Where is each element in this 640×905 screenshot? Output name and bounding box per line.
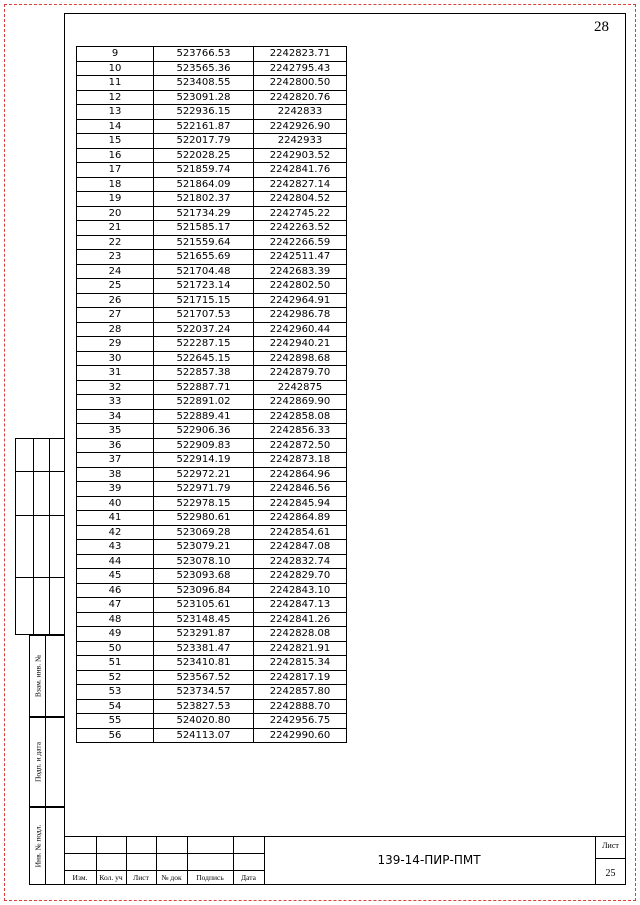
x-coordinate-cell: 522287.15 [154, 337, 254, 352]
y-coordinate-cell: 2242829.70 [254, 569, 347, 584]
y-coordinate-cell: 2242933 [254, 134, 347, 149]
point-number-cell: 25 [77, 279, 154, 294]
y-coordinate-cell: 2242847.08 [254, 540, 347, 555]
point-number-cell: 42 [77, 525, 154, 540]
y-coordinate-cell: 2242864.96 [254, 467, 347, 482]
point-number-cell: 13 [77, 105, 154, 120]
table-row [77, 322, 347, 337]
point-number-cell: 14 [77, 119, 154, 134]
y-coordinate-cell: 2242828.08 [254, 627, 347, 642]
point-number-cell: 15 [77, 134, 154, 149]
y-coordinate-cell: 2242800.50 [254, 76, 347, 91]
y-coordinate-cell: 2242821.91 [254, 641, 347, 656]
side-label-inv: Инв. № подл. [33, 824, 42, 868]
y-coordinate-cell: 2242795.43 [254, 61, 347, 76]
x-coordinate-cell: 521723.14 [154, 279, 254, 294]
x-coordinate-cell: 522017.79 [154, 134, 254, 149]
y-coordinate-cell: 2242815.34 [254, 656, 347, 671]
x-coordinate-cell: 522889.41 [154, 409, 254, 424]
point-number-cell: 16 [77, 148, 154, 163]
y-coordinate-cell: 2242940.21 [254, 337, 347, 352]
point-number-cell: 10 [77, 61, 154, 76]
y-coordinate-cell: 2242856.33 [254, 424, 347, 439]
point-number-cell: 40 [77, 496, 154, 511]
x-coordinate-cell: 523766.53 [154, 47, 254, 62]
y-coordinate-cell: 2242845.94 [254, 496, 347, 511]
x-coordinate-cell: 521585.17 [154, 221, 254, 236]
table-row [77, 293, 347, 308]
x-coordinate-cell: 522028.25 [154, 148, 254, 163]
table-row [77, 163, 347, 178]
table-row [77, 105, 347, 120]
table-row [77, 250, 347, 265]
y-coordinate-cell: 2242986.78 [254, 308, 347, 323]
point-number-cell: 22 [77, 235, 154, 250]
x-coordinate-cell: 521559.64 [154, 235, 254, 250]
stamp-caption-kol-uch: Кол. уч [99, 873, 123, 882]
table-row [77, 61, 347, 76]
point-number-cell: 55 [77, 714, 154, 729]
document-code: 139-14-ПИР-ПМТ [377, 853, 481, 867]
x-coordinate-cell: 521802.37 [154, 192, 254, 207]
table-row [77, 192, 347, 207]
table-row [77, 134, 347, 149]
x-coordinate-cell: 522978.15 [154, 496, 254, 511]
x-coordinate-cell: 523734.57 [154, 685, 254, 700]
table-row [77, 482, 347, 497]
x-coordinate-cell: 523105.61 [154, 598, 254, 613]
coordinates-table [76, 46, 347, 743]
stamp-line [64, 853, 264, 854]
y-coordinate-cell: 2242820.76 [254, 90, 347, 105]
table-row [77, 380, 347, 395]
point-number-cell: 33 [77, 395, 154, 410]
stamp-caption-list: Лист [133, 873, 149, 882]
side-label-vzam: Взам. инв. № [33, 654, 42, 698]
x-coordinate-cell: 522906.36 [154, 424, 254, 439]
table-row [77, 206, 347, 221]
point-number-cell: 11 [77, 76, 154, 91]
sheet-label: Лист [602, 841, 619, 850]
point-number-cell: 35 [77, 424, 154, 439]
y-coordinate-cell: 2242832.74 [254, 554, 347, 569]
y-coordinate-cell: 2242872.50 [254, 438, 347, 453]
x-coordinate-cell: 523408.55 [154, 76, 254, 91]
point-number-cell: 36 [77, 438, 154, 453]
table-row [77, 670, 347, 685]
point-number-cell: 41 [77, 511, 154, 526]
y-coordinate-cell: 2242869.90 [254, 395, 347, 410]
table-row [77, 467, 347, 482]
y-coordinate-cell: 2242266.59 [254, 235, 347, 250]
x-coordinate-cell: 521715.15 [154, 293, 254, 308]
table-row [77, 728, 347, 743]
point-number-cell: 9 [77, 47, 154, 62]
x-coordinate-cell: 521704.48 [154, 264, 254, 279]
table-row [77, 714, 347, 729]
side-grid-hline [16, 577, 64, 578]
y-coordinate-cell: 2242833 [254, 105, 347, 120]
table-row [77, 583, 347, 598]
table-row [77, 351, 347, 366]
x-coordinate-cell: 524113.07 [154, 728, 254, 743]
table-row [77, 279, 347, 294]
table-row [77, 554, 347, 569]
table-row [77, 496, 347, 511]
page-number: 28 [594, 19, 609, 35]
point-number-cell: 28 [77, 322, 154, 337]
point-number-cell: 53 [77, 685, 154, 700]
x-coordinate-cell: 523078.10 [154, 554, 254, 569]
point-number-cell: 46 [77, 583, 154, 598]
point-number-cell: 30 [77, 351, 154, 366]
point-number-cell: 34 [77, 409, 154, 424]
y-coordinate-cell: 2242843.10 [254, 583, 347, 598]
x-coordinate-cell: 521734.29 [154, 206, 254, 221]
side-field-inv [29, 807, 64, 885]
side-grid-vline [33, 439, 34, 634]
y-coordinate-cell: 2242888.70 [254, 699, 347, 714]
y-coordinate-cell: 2242817.19 [254, 670, 347, 685]
table-row [77, 47, 347, 62]
point-number-cell: 43 [77, 540, 154, 555]
x-coordinate-cell: 523567.52 [154, 670, 254, 685]
y-coordinate-cell: 2242263.52 [254, 221, 347, 236]
y-coordinate-cell: 2242804.52 [254, 192, 347, 207]
y-coordinate-cell: 2242847.13 [254, 598, 347, 613]
point-number-cell: 45 [77, 569, 154, 584]
table-row [77, 337, 347, 352]
point-number-cell: 39 [77, 482, 154, 497]
table-row [77, 627, 347, 642]
x-coordinate-cell: 523069.28 [154, 525, 254, 540]
x-coordinate-cell: 523291.87 [154, 627, 254, 642]
x-coordinate-cell: 523096.84 [154, 583, 254, 598]
x-coordinate-cell: 523091.28 [154, 90, 254, 105]
x-coordinate-cell: 524020.80 [154, 714, 254, 729]
x-coordinate-cell: 522161.87 [154, 119, 254, 134]
point-number-cell: 17 [77, 163, 154, 178]
y-coordinate-cell: 2242879.70 [254, 366, 347, 381]
stamp-line [595, 858, 626, 859]
side-grid-hline [16, 515, 64, 516]
point-number-cell: 52 [77, 670, 154, 685]
y-coordinate-cell: 2242903.52 [254, 148, 347, 163]
y-coordinate-cell: 2242956.75 [254, 714, 347, 729]
point-number-cell: 21 [77, 221, 154, 236]
table-row [77, 235, 347, 250]
side-grid-hline [16, 471, 64, 472]
point-number-cell: 54 [77, 699, 154, 714]
x-coordinate-cell: 523148.45 [154, 612, 254, 627]
point-number-cell: 27 [77, 308, 154, 323]
table-row [77, 569, 347, 584]
point-number-cell: 23 [77, 250, 154, 265]
table-row [77, 525, 347, 540]
x-coordinate-cell: 523827.53 [154, 699, 254, 714]
x-coordinate-cell: 522914.19 [154, 453, 254, 468]
point-number-cell: 18 [77, 177, 154, 192]
y-coordinate-cell: 2242990.60 [254, 728, 347, 743]
x-coordinate-cell: 522645.15 [154, 351, 254, 366]
y-coordinate-cell: 2242964.91 [254, 293, 347, 308]
x-coordinate-cell: 522936.15 [154, 105, 254, 120]
side-blank-grid [15, 438, 64, 635]
y-coordinate-cell: 2242898.68 [254, 351, 347, 366]
x-coordinate-cell: 522037.24 [154, 322, 254, 337]
point-number-cell: 47 [77, 598, 154, 613]
table-row [77, 598, 347, 613]
y-coordinate-cell: 2242854.61 [254, 525, 347, 540]
x-coordinate-cell: 521864.09 [154, 177, 254, 192]
title-block [64, 836, 626, 885]
y-coordinate-cell: 2242745.22 [254, 206, 347, 221]
table-row [77, 366, 347, 381]
table-row [77, 221, 347, 236]
y-coordinate-cell: 2242511.47 [254, 250, 347, 265]
point-number-cell: 48 [77, 612, 154, 627]
table-row [77, 177, 347, 192]
y-coordinate-cell: 2242875 [254, 380, 347, 395]
x-coordinate-cell: 522891.02 [154, 395, 254, 410]
table-row [77, 438, 347, 453]
stamp-caption-izm: Изм. [72, 873, 88, 882]
y-coordinate-cell: 2242683.39 [254, 264, 347, 279]
point-number-cell: 38 [77, 467, 154, 482]
x-coordinate-cell: 523093.68 [154, 569, 254, 584]
x-coordinate-cell: 522857.38 [154, 366, 254, 381]
x-coordinate-cell: 522980.61 [154, 511, 254, 526]
table-row [77, 409, 347, 424]
table-row [77, 308, 347, 323]
point-number-cell: 12 [77, 90, 154, 105]
y-coordinate-cell: 2242841.76 [254, 163, 347, 178]
point-number-cell: 44 [77, 554, 154, 569]
table-row [77, 641, 347, 656]
point-number-cell: 51 [77, 656, 154, 671]
point-number-cell: 49 [77, 627, 154, 642]
side-field-podp [29, 717, 64, 807]
x-coordinate-cell: 523381.47 [154, 641, 254, 656]
x-coordinate-cell: 521859.74 [154, 163, 254, 178]
x-coordinate-cell: 522971.79 [154, 482, 254, 497]
y-coordinate-cell: 2242827.14 [254, 177, 347, 192]
table-row [77, 76, 347, 91]
side-label-podp: Подп. и дата [33, 741, 42, 783]
x-coordinate-cell: 522909.83 [154, 438, 254, 453]
sheet-number: 25 [605, 868, 616, 879]
table-row [77, 685, 347, 700]
point-number-cell: 29 [77, 337, 154, 352]
table-row [77, 453, 347, 468]
table-row [77, 119, 347, 134]
y-coordinate-cell: 2242802.50 [254, 279, 347, 294]
table-row [77, 90, 347, 105]
coordinates-table-body [77, 47, 347, 743]
y-coordinate-cell: 2242857.80 [254, 685, 347, 700]
stamp-caption-no-dok: № док [161, 873, 182, 882]
y-coordinate-cell: 2242926.90 [254, 119, 347, 134]
table-row [77, 395, 347, 410]
y-coordinate-cell: 2242841.26 [254, 612, 347, 627]
stamp-caption-podpis: Подпись [196, 873, 224, 882]
x-coordinate-cell: 523410.81 [154, 656, 254, 671]
x-coordinate-cell: 522972.21 [154, 467, 254, 482]
point-number-cell: 32 [77, 380, 154, 395]
x-coordinate-cell: 523565.36 [154, 61, 254, 76]
stamp-caption-data: Дата [241, 873, 256, 882]
table-row [77, 612, 347, 627]
point-number-cell: 37 [77, 453, 154, 468]
point-number-cell: 24 [77, 264, 154, 279]
point-number-cell: 20 [77, 206, 154, 221]
point-number-cell: 56 [77, 728, 154, 743]
y-coordinate-cell: 2242960.44 [254, 322, 347, 337]
y-coordinate-cell: 2242846.56 [254, 482, 347, 497]
x-coordinate-cell: 522887.71 [154, 380, 254, 395]
side-grid-vline [49, 439, 50, 634]
y-coordinate-cell: 2242858.08 [254, 409, 347, 424]
y-coordinate-cell: 2242864.89 [254, 511, 347, 526]
table-row [77, 656, 347, 671]
y-coordinate-cell: 2242873.18 [254, 453, 347, 468]
point-number-cell: 19 [77, 192, 154, 207]
point-number-cell: 26 [77, 293, 154, 308]
stamp-line [64, 836, 626, 837]
y-coordinate-cell: 2242823.71 [254, 47, 347, 62]
point-number-cell: 31 [77, 366, 154, 381]
table-row [77, 264, 347, 279]
x-coordinate-cell: 521707.53 [154, 308, 254, 323]
x-coordinate-cell: 523079.21 [154, 540, 254, 555]
table-row [77, 511, 347, 526]
table-row [77, 540, 347, 555]
table-row [77, 148, 347, 163]
side-field-vzam [29, 635, 64, 717]
x-coordinate-cell: 521655.69 [154, 250, 254, 265]
table-row [77, 424, 347, 439]
point-number-cell: 50 [77, 641, 154, 656]
table-row [77, 699, 347, 714]
